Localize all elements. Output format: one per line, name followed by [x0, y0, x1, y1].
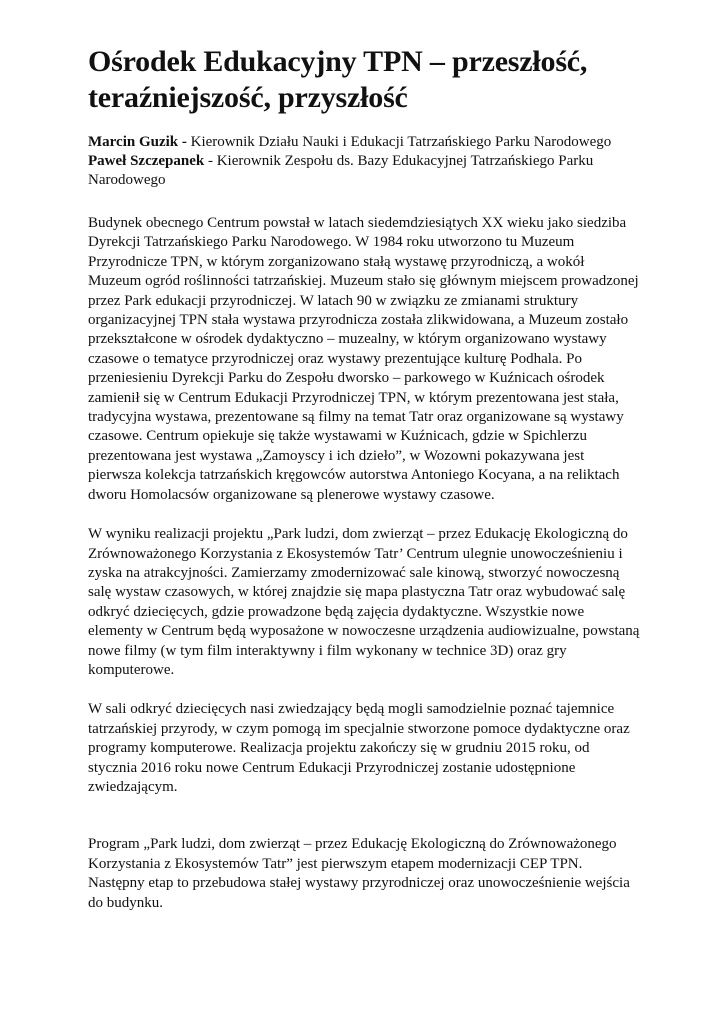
- body-paragraph: Program „Park ludzi, dom zwierząt – przez Edukację Ekologiczną do Zrównoważonego Korzystania z Ekosystemów Tatr” jest pierwszym etapem modernizacji CEP TPN. Następny etap to przebudowa stałej wystawy przyrodniczej oraz unowocześnienie wejścia do budynku.: [88, 836, 630, 911]
- author-role: - Kierownik Zespołu ds. Bazy Edukacyjnej Tatrzańskiego Parku Narodowego: [88, 153, 594, 188]
- body-paragraph: Budynek obecnego Centrum powstał w latach siedemdziesiątych XX wieku jako siedziba Dyrekcji Tatrzańskiego Parku Narodowego. W 1984 roku utworzono tu Muzeum Przyrodnicze TPN, w którym zorganizowano stałą wystawę przyrodniczą, a wokół Muzeum ogród roślinności tatrzańskiej. Muzeum stało się głównym miejscem prowadzonej przez Park edukacji przyrodniczej. W latach 90 w związku ze zmianami struktury organizacyjnej TPN stała wystawa przyrodnicza została zlikwidowana, a Muzeum zostało przekształcone w ośrodek dydaktyczno – muzealny, w którym organizowano wystawy czasowe o tematyce przyrodniczej oraz wystawy prezentujące kulturę Podhala. Po przeniesieniu Dyrekcji Parku do Zespołu dworsko – parkowego w Kuźnicach ośrodek zamienił się w Centrum Edukacji Przyrodniczej TPN, w którym prezentowana jest stała, tradycyjna wystawa, prezentowane są filmy na temat Tatr oraz organizowane są wystawy czasowe. Centrum opiekuje się także wystawami w Kuźnicach, gdzie w Spichlerzu prezentowana jest wystawa „Zamoyscy i ich dzieło”, w Wozowni pokazywana jest pierwsza kolekcja tatrzańskich kręgowców autorstwa Antoniego Kocyana, a na reliktach dworu Homolacsów organizowane są plenerowe wystawy czasowe.: [88, 215, 639, 503]
- body-paragraph: W sali odkryć dziecięcych nasi zwiedzający będą mogli samodzielnie poznać tajemnice tatrzańskiej przyrody, w czym pomogą im specjalnie stworzone pomoce dydaktyczne oraz programy komputerowe. Realizacja projektu zakończy się w grudniu 2015 roku, od stycznia 2016 roku nowe Centrum Edukacji Przyrodniczej zostanie udostępnione zwiedzającym.: [88, 701, 630, 795]
- document-page: [88, 44, 640, 913]
- authors-block: [88, 133, 640, 190]
- author-name: Paweł Szczepanek: [88, 153, 205, 169]
- author-line: [88, 133, 640, 152]
- body-paragraph: W wyniku realizacji projektu „Park ludzi, dom zwierząt – przez Edukację Ekologiczną do Zrównoważonego Korzystania z Ekosystemów Tatr’ Centrum ulegnie unowocześnieniu i zyska na atrakcyjności. Zamierzamy zmodernizować sale kinową, stworzyć nowoczesną salę wystaw czasowych, w której znajdzie się mapa plastyczna Tatr oraz wybudować salę odkryć dziecięcych, gdzie prowadzone będą zajęcia dydaktyczne. Wszystkie nowe elementy w Centrum będą wyposażone w nowoczesne urządzenia audiowizualne, powstaną nowe filmy (w tym film interaktywny i film wykonany w technice 3D) oraz gry komputerowe.: [88, 526, 640, 678]
- author-role: Kierownik Działu Nauki i Edukacji Tatrzańskiego Parku Narodowego: [186, 134, 612, 150]
- author-line: [88, 152, 640, 190]
- document-title: Ośrodek Edukacyjny TPN – przeszłość, teraźniejszość, przyszłość: [88, 45, 588, 114]
- author-name: Marcin Guzik -: [88, 134, 187, 150]
